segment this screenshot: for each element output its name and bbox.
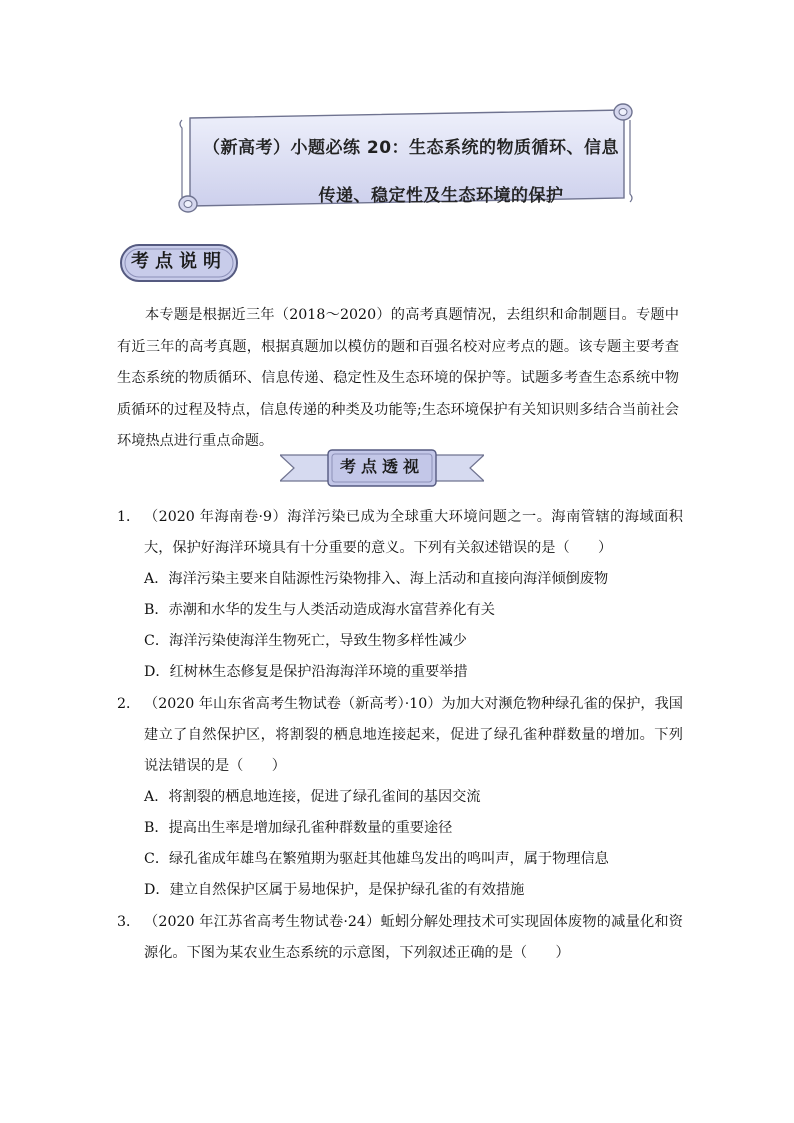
option-b: B．赤潮和水华的发生与人类活动造成海水富营养化有关: [144, 602, 495, 618]
option-c: C．海洋污染使海洋生物死亡，导致生物多样性减少: [144, 633, 467, 649]
question-number: 2．: [117, 696, 141, 712]
document-title: [196, 124, 626, 220]
question-stem: （2020 年海南卷·9）海洋污染已成为全球重大环境问题之一。海南管辖的海域面积大，保护好海洋环境具有十分重要的意义。下列有关叙述错误的是（ ）: [144, 509, 683, 556]
option-a: A．海洋污染主要来自陆源性污染物排入、海上活动和直接向海洋倾倒废物: [144, 571, 609, 587]
option-c: C．绿孔雀成年雄鸟在繁殖期为驱赶其他雄鸟发出的鸣叫声，属于物理信息: [144, 851, 609, 867]
title-line-1: （新高考）小题必练 20：生态系统的物质循环、信息: [202, 138, 620, 158]
option-d: D．红树林生态修复是保护沿海海洋环境的重要举措: [144, 664, 468, 680]
question-2: [117, 689, 683, 906]
question-stem: （2020 年江苏省高考生物试卷·24）蚯蚓分解处理技术可实现固体废物的减量化和资源化。下图为某农业生态系统的示意图，下列叙述正确的是（ ）: [144, 914, 683, 961]
section-badge-label: 考点说明: [131, 251, 227, 272]
option-a: A．将割裂的栖息地连接，促进了绿孔雀间的基因交流: [144, 789, 481, 805]
question-stem: （2020 年山东省高考生物试卷（新高考）·10）为加大对濒危物种绿孔雀的保护，我国建立了自然保护区，将割裂的栖息地连接起来，促进了绿孔雀种群数量的增加。下列说法错误的是（ ）: [144, 696, 683, 774]
option-b: B．提高出生率是增加绿孔雀种群数量的重要途径: [144, 820, 453, 836]
intro-paragraph: 本专题是根据近三年（2018～2020）的高考真题情况，去组织和命制题目。专题中有近三年的高考真题，根据真题加以模仿的题和百强名校对应考点的题。该专题主要考查生态系统的物质循环、信息传递、稳定性及生态环境的保护等。试题多考查生态系统中物质循环的过程及特点，信息传递的种类及功能等;生态环境保护有关知识则多结合当前社会环境热点进行重点命题。: [117, 307, 679, 450]
question-number: 3．: [117, 914, 141, 930]
section-ribbon-label: 考点透视: [339, 457, 424, 476]
title-line-2: 传递、稳定性及生态环境的保护: [318, 186, 564, 206]
option-d: D．建立自然保护区属于易地保护，是保护绿孔雀的有效措施: [144, 882, 525, 898]
question-3: [117, 907, 683, 969]
question-number: 1．: [117, 509, 141, 525]
question-1: [117, 502, 683, 688]
